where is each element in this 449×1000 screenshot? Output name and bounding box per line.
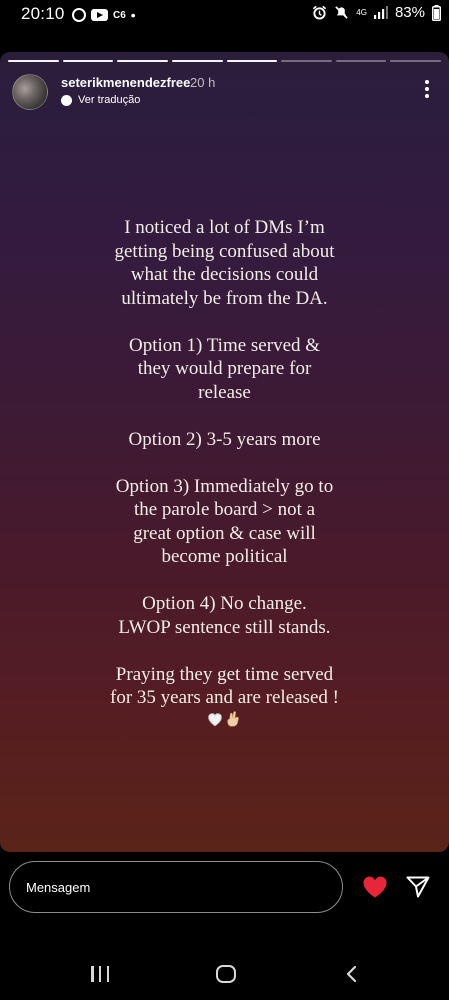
alarm-icon [312,5,327,20]
story-paragraph: Option 1) Time served & they would prepare for release [128,334,321,403]
story-progress-segment [117,60,168,62]
whatsapp-icon [72,8,86,22]
story-progress-segment [281,60,332,62]
avatar[interactable] [12,74,48,110]
youtube-icon [91,9,108,21]
send-icon [405,875,431,899]
system-icons [312,4,441,21]
story-progress-segment [227,60,278,62]
story-time-ago: 20 h [190,75,216,90]
notification-icons [72,7,136,23]
story-text [0,216,449,728]
status-bar [0,0,449,30]
story-progress-segment [336,60,387,62]
translate-icon [61,95,72,106]
home-icon[interactable] [216,965,236,983]
battery-icon [432,5,441,21]
mute-icon [334,5,349,20]
white-heart-icon [206,710,224,728]
signal-icon [374,6,388,19]
like-button[interactable] [362,875,388,899]
emoji-row [0,710,449,728]
heart-icon [362,875,388,899]
recent-apps-icon[interactable] [91,966,109,982]
more-notifications-dot-icon: • [130,7,136,23]
network-type-label: 4G [356,7,367,17]
story-paragraph: Praying they get time served for 35 years and are released ! [110,663,339,708]
translate-label: Ver tradução [78,94,141,106]
story-progress-segment [172,60,223,62]
crossed-fingers-icon [225,710,243,728]
battery-percent: 83% [394,4,425,21]
status-time: 20:10 [21,4,65,23]
story-card[interactable] [0,52,449,852]
back-icon[interactable] [345,965,359,983]
more-options-icon[interactable] [425,80,429,98]
story-paragraph: Option 4) No change. LWOP sentence still stands. [118,593,331,638]
story-paragraph: I noticed a lot of DMs I’m getting being confused about what the decisions could ultimately be from the DA. [114,217,335,309]
story-progress-segment [8,60,59,62]
story-paragraph: Option 3) Immediately go to the parole board > not a great option & case will become political [115,475,334,567]
story-paragraph: Option 2) 3-5 years more [128,428,321,450]
c6-app-badge: C6 [113,9,126,21]
story-progress-segment [390,60,441,62]
story-progress-segment [63,60,114,62]
send-button[interactable] [405,875,431,899]
message-input[interactable] [9,861,343,913]
story-progress-bar [8,60,441,63]
translate-link[interactable] [61,94,140,106]
story-username[interactable]: seterikmenendezfree [61,75,191,90]
